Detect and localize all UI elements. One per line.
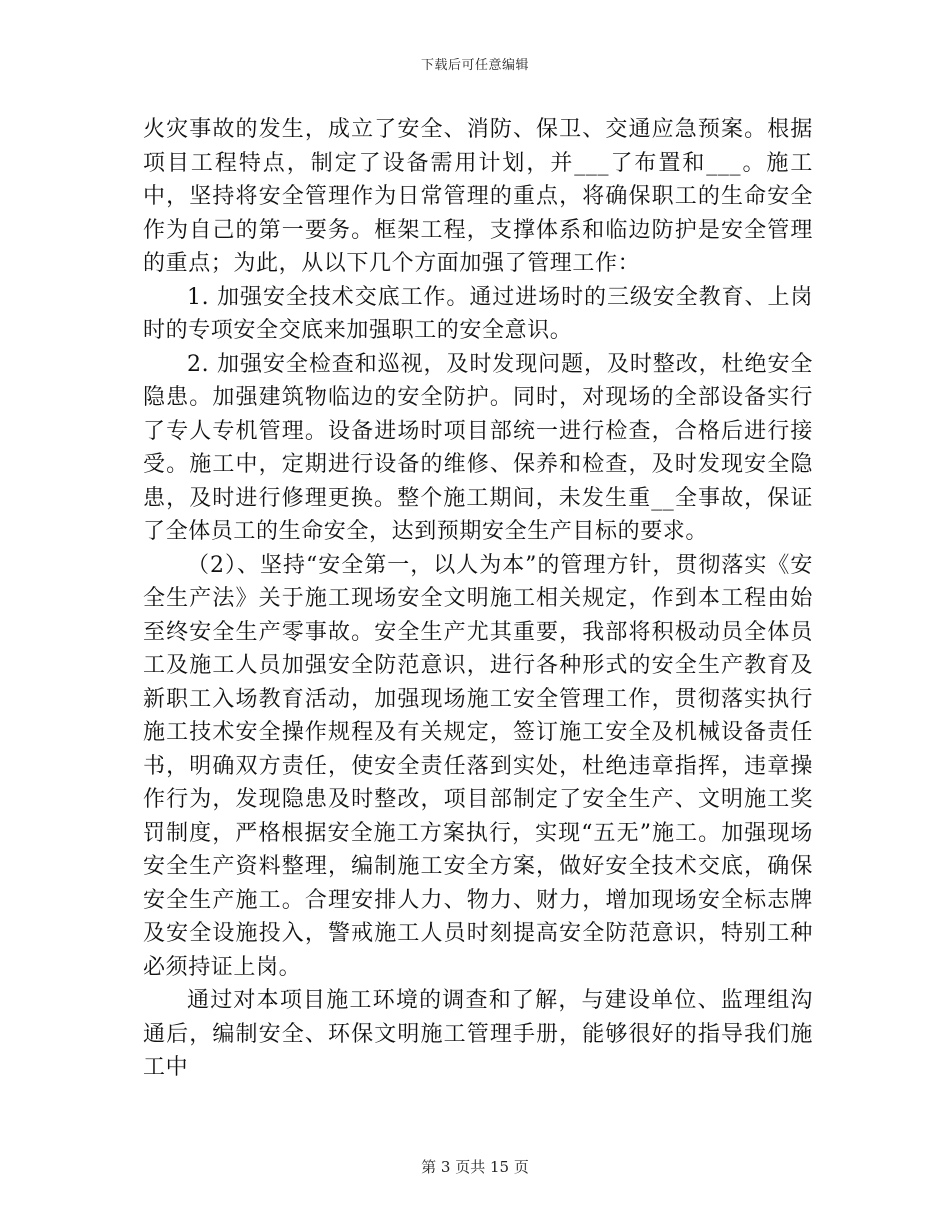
document-body	[143, 113, 813, 1085]
paragraph-4: （2）、坚持“安全第一，以人为本”的管理方针，贯彻落实《安全生产法》关于施工现场安全文明施工相关规定，作到本工程由始至终安全生产零事故。安全生产尤其重要，我部将积极动员全体员工及施工人员加强安全防范意识，进行各种形式的安全生产教育及新职工入场教育活动，加强现场施工安全管理工作，贯彻落实执行施工技术安全操作规程及有关规定，签订施工安全及机械设备责任书，明确双方责任，使安全责任落到实处，杜绝违章指挥，违章操作行为，发现隐患及时整改，项目部制定了安全生产、文明施工奖罚制度，严格根据安全施工方案执行，实现“五无”施工。加强现场安全生产资料整理，编制施工安全方案，做好安全技术交底，确保安全生产施工。合理安排人力、物力、财力，增加现场安全标志牌及安全设施投入，警戒施工人员时刻提高安全防范意识，特别工种必须持证上岗。	[143, 552, 813, 980]
page-header-note: 下载后可任意编辑	[420, 58, 529, 73]
paragraph-1: 火灾事故的发生，成立了安全、消防、保卫、交通应急预案。根据项目工程特点，制定了设备需用计划，并___了布置和___。施工中，坚持将安全管理作为日常管理的重点，将确保职工的生命安全作为自己的第一要务。框架工程，支撑体系和临边防护是安全管理的重点；为此，从以下几个方面加强了管理工作：	[143, 117, 813, 276]
page-number: 第 3 页共 15 页	[421, 1158, 529, 1176]
paragraph-5: 通过对本项目施工环境的调查和了解，与建设单位、监理组沟通后，编制安全、环保文明施工管理手册，能够很好的指导我们施工中	[143, 988, 813, 1080]
paragraph-2: 1. 加强安全技术交底工作。通过进场时的三级安全教育、上岗时的专项安全交底来加强职工的安全意识。	[143, 284, 813, 343]
paragraph-3: 2. 加强安全检查和巡视，及时发现问题，及时整改，杜绝安全隐患。加强建筑物临边的安全防护。同时，对现场的全部设备实行了专人专机管理。设备进场时项目部统一进行检查，合格后进行接受。施工中，定期进行设备的维修、保养和检查，及时发现安全隐患，及时进行修理更换。整个施工期间，未发生重__全事故，保证了全体员工的生命安全，达到预期安全生产目标的要求。	[143, 351, 813, 544]
